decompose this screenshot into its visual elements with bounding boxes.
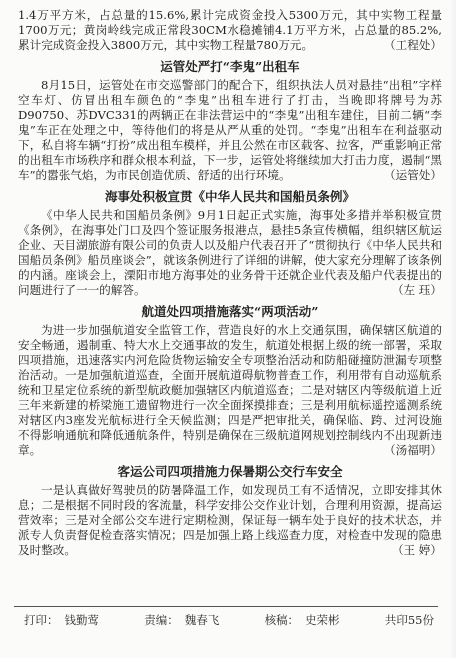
- section-body-maritime: [18, 208, 442, 298]
- footer-print-count: 共印55份: [384, 613, 434, 627]
- section-title-channel: 航道处四项措施落实“两项活动”: [141, 304, 319, 319]
- footer-reviewer-name: 史荣彬: [305, 613, 340, 627]
- section-body-channel: [18, 323, 442, 458]
- footer-reviewer-label: 核稿：: [264, 613, 300, 627]
- section-signature-maritime: （左 珏）: [391, 283, 442, 297]
- section-signature-bus: （王 婷）: [391, 543, 442, 557]
- section-title-maritime: 海事处积极宣贯《中华人民共和国船员条例》: [104, 189, 355, 204]
- footer-print-name: 钱勤莺: [64, 613, 99, 627]
- footer-editor-name: 魏春飞: [184, 613, 220, 627]
- footer-editor: [144, 612, 219, 628]
- page-edge-shadow: [449, 0, 456, 658]
- footer-print-label: 打印：: [24, 613, 59, 627]
- footer: [24, 612, 434, 628]
- footer-divider: [14, 606, 438, 607]
- footer-reviewer: [265, 612, 340, 628]
- section-body-bus: [18, 483, 442, 558]
- intro-text: 1.4万平方米，占总量的15.6%,累计完成资金投入5300万元，其中实物工程量1700万元；黄岗岭线完成正常段30CM水稳摊铺4.1万平方米，占总量的85.2%,累计完成资金投入3800万元，其中实物工程量780万元。: [18, 8, 442, 52]
- section-taxi: [18, 59, 442, 183]
- section-text-taxi: 8月15日，运管处在市交巡警部门的配合下，组织执法人员对悬挂“出租”字样空车灯、仿冒出租车颜色的“李鬼”出租车进行了打击，当晚即将牌号为苏D90750、苏DVC331的两辆正在非法营运中的“李鬼”出租车建住，目前二辆“李鬼”车正在处理之中，等待他们的将是从严从重的处罚。“李鬼”出租车在利益驱动下，私自将车辆“打扮”成出租车模样，并且公然在市区载客、拉客，严重影响正常的出租车市场秩序和群众根本利益，下一步，运管处将继续加大打击力度，遏制“黑车”的嚣张气焰，为市民创造优质、舒适的出行环境。: [18, 78, 442, 182]
- intro-signature: （工程处）: [384, 38, 442, 52]
- document-content: [18, 8, 442, 558]
- intro-paragraph: [18, 8, 442, 53]
- footer-print: [24, 612, 99, 628]
- section-signature-taxi: （运管处）: [384, 168, 442, 182]
- section-body-taxi: [18, 78, 442, 183]
- section-title-taxi: 运管处严打“李鬼”出租车: [160, 59, 300, 74]
- section-title-bus: 客运公司四项措施力保暑期公交行车安全: [117, 464, 343, 479]
- section-text-channel: 为进一步加强航道安全监管工作，营造良好的水上交通氛围，确保辖区航道的安全畅通，遏制重、特大水上交通事故的发生，航道处根据上级的统一部署，采取四项措施，迅速落实内河危险货物运输安全专项整治活动和防船碰撞防泄漏专项整治活动。一是加强航道巡查，全面开展航道碍航物普查工作，利用带有自动巡航系统和卫星定位系统的新型航政艇加强辖区内航道巡查；二是对辖区内等级航道上近三年来新建的桥梁施工遗留物进行一次全面探摸排查；三是利用航标遥控遥测系统对辖区内3座发光航标进行全天候监测；四是严把审批关，确保临、跨、过河设施不得影响通航和降低通航条件，特别是确保在三级航道网规划控制线内不出现新违章。: [18, 323, 442, 457]
- section-text-maritime: 《中华人民共和国船员条例》9月1日起正式实施，海事处多措并举积极宣贯《条例》，在海事处门口及四个签证服务报港点，悬挂5条宣传横幅，组织辖区航运企业、天目湖旅游有限公司的负责人以及船户代表召开了“贯彻执行《中华人民共和国船员条例》船员座谈会”，就该条例进行了详细的讲解，使大家充分理解了该条例的内涵。座谈会上，溧阳市地方海事处的业务骨干还就企业代表及船户代表提出的问题进行了一一的解答。: [18, 208, 442, 297]
- section-maritime: [18, 189, 442, 298]
- section-channel: [18, 304, 442, 458]
- section-signature-channel: （汤福明）: [384, 443, 442, 457]
- footer-editor-label: 责编：: [144, 613, 179, 627]
- section-bus: [18, 464, 442, 558]
- section-text-bus: 一是认真做好驾驶员的防暑降温工作，如发现员工有不适情况，立即安排其休息；二是根据不同时段的客流量，科学安排公交作业计划，合理利用资源，提高运营效率；三是对全部公交车进行定期检测，保证每一辆车处于良好的技术状态，并派专人负责督促检查落实情况；四是加强上路上线巡查力度，对检查中发现的隐患及时整改。: [18, 483, 442, 557]
